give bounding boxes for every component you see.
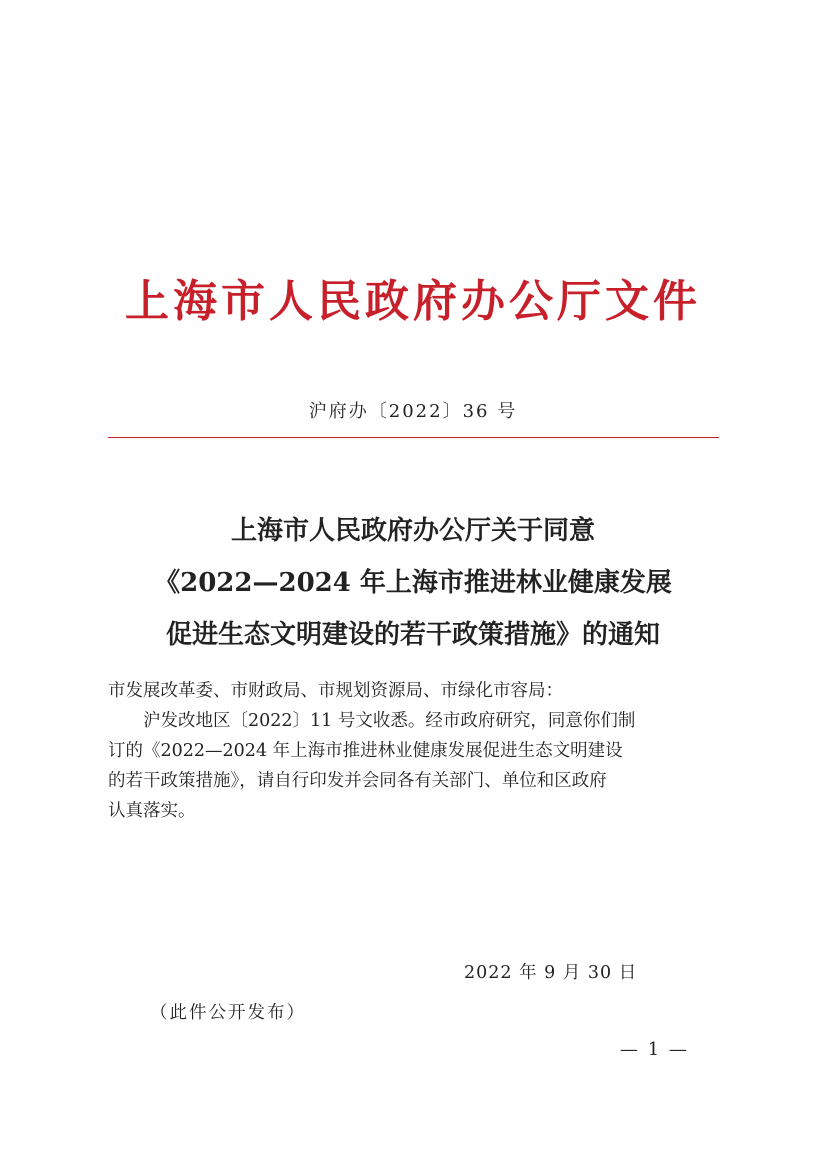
document-number: 沪府办〔2022〕36 号	[308, 401, 518, 422]
body-paragraph	[108, 706, 721, 826]
page-number: — 1 —	[620, 1039, 689, 1060]
disclosure-note: （此件公开发布）	[150, 1003, 306, 1023]
notice-title-line-3: 促进生态文明建设的若干政策措施》的通知	[165, 620, 660, 650]
red-separator-rule	[108, 437, 719, 438]
addressee-line: 市发展改革委、市财政局、市规划资源局、市绿化市容局：	[108, 681, 563, 701]
notice-title	[0, 505, 826, 661]
body-line-3: 的若干政策措施》，请自行印发并会同各有关部门、单位和区政府	[108, 771, 607, 791]
issue-date: 2022 年 9 月 30 日	[464, 963, 638, 983]
notice-title-line-1: 上海市人民政府办公厅关于同意	[230, 516, 595, 546]
notice-title-line-2: 《2022—2024 年上海市推进林业健康发展	[154, 568, 672, 598]
body-line-4: 认真落实。	[108, 801, 196, 821]
issuer-header-title: 上海市人民政府办公厅文件	[125, 276, 701, 327]
body-line-2: 订的《2022—2024 年上海市推进林业健康发展促进生态文明建设	[108, 741, 623, 761]
body-line-1: 沪发改地区〔2022〕11 号文收悉。经市政府研究，同意你们制	[143, 711, 636, 731]
